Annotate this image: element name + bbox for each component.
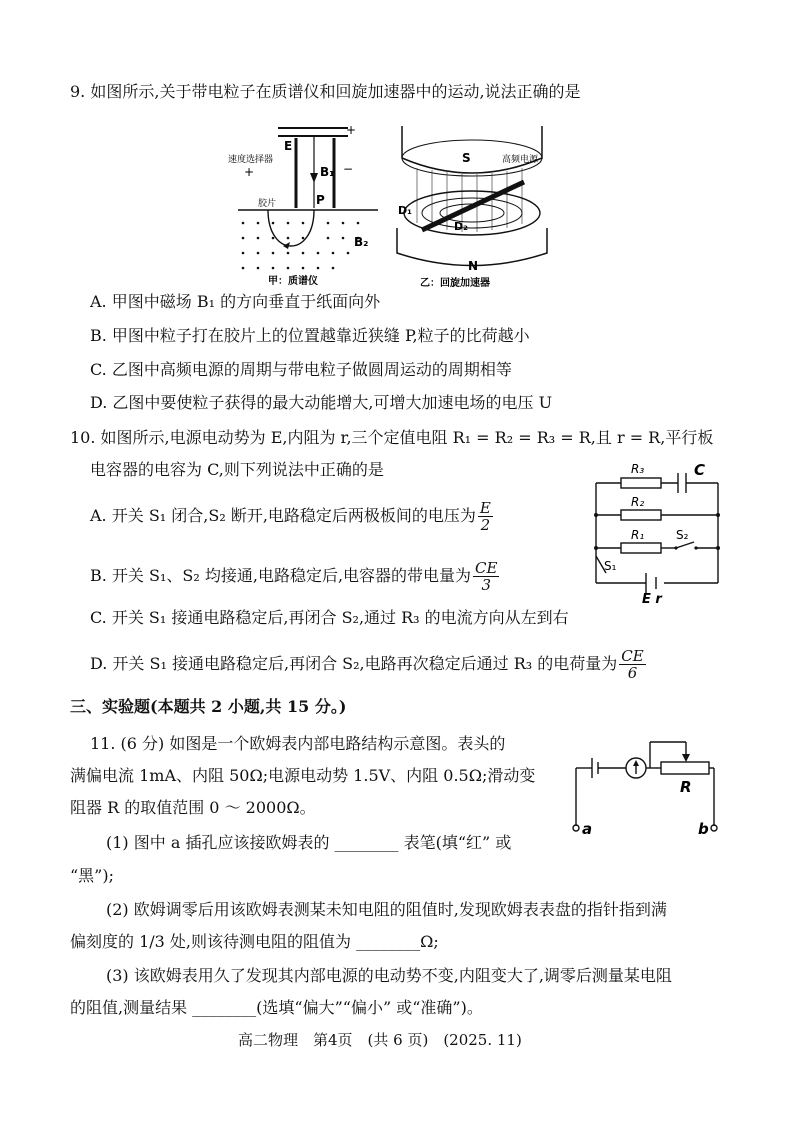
label-R2: R₂ xyxy=(631,495,645,509)
film-label: 胶片 xyxy=(258,199,277,209)
minus-right: − xyxy=(343,162,354,176)
label-E: E xyxy=(284,139,293,153)
cyclotron-figure xyxy=(392,118,552,290)
label-S2: S₂ xyxy=(676,528,689,542)
page-footer: 高二物理 第4页 (共 6 页) (2025. 11) xyxy=(238,1031,522,1049)
q11-line1: 11. (6 分) 如图是一个欧姆表内部电路结构示意图。表头的 xyxy=(90,734,506,753)
q11-line2: 满偏电流 1mA、内阻 50Ω;电源电动势 1.5V、内阻 0.5Ω;滑动变 xyxy=(70,766,536,785)
q11-part3-line2: 的阻值,测量结果 ________(选填“偏大”“偏小” 或“准确”)。 xyxy=(70,998,483,1017)
q10-option-c: C. 开关 S₁ 接通电路稳定后,再闭合 S₂,通过 R₃ 的电流方向从左到右 xyxy=(90,608,569,627)
fraction-denominator: 3 xyxy=(481,576,492,594)
fraction-ce-over-3 xyxy=(473,560,499,593)
q10-stem-line1: 10. 如图所示,电源电动势为 E,内阻为 r,三个定值电阻 R₁ = R₂ = R₃ = R,且 r = R,平行板 xyxy=(70,428,714,447)
fraction-numerator: CE xyxy=(621,647,644,665)
caption-jia: 甲：质谱仪 xyxy=(268,276,318,287)
plus-top: + xyxy=(346,123,357,137)
fraction-numerator: E xyxy=(479,499,491,517)
label-C: C xyxy=(694,461,706,479)
label-R1: R₁ xyxy=(631,528,645,542)
q9-option-d: D. 乙图中要使粒子获得的最大动能增大,可增大加速电场的电压 U xyxy=(90,393,553,412)
label-R3: R₃ xyxy=(631,462,645,476)
label-B1: B₁ xyxy=(320,165,335,179)
caption-yi: 乙：回旋加速器 xyxy=(420,278,490,289)
mass-spectrometer-figure xyxy=(228,118,378,288)
q10-option-b-text: B. 开关 S₁、S₂ 均接通,电路稳定后,电容器的带电量为 xyxy=(90,566,472,585)
label-b: b xyxy=(698,820,709,838)
q10-option-a xyxy=(90,500,495,533)
q11-part2-line1: (2) 欧姆调零后用该欧姆表测某未知电阻的阻值时,发现欧姆表表盘的指针指到满 xyxy=(106,900,667,919)
label-B2: B₂ xyxy=(354,235,369,249)
q10-option-d-text: D. 开关 S₁ 接通电路稳定后,再闭合 S₂,电路再次稳定后通过 R₃ 的电荷量为 xyxy=(90,654,618,673)
label-Er: E r xyxy=(642,592,662,604)
q9-option-a: A. 甲图中磁场 B₁ 的方向垂直于纸面向外 xyxy=(90,292,381,311)
plus-left: + xyxy=(244,165,255,179)
velocity-selector-label: 速度选择器 xyxy=(228,155,274,165)
label-S1: S₁ xyxy=(604,559,617,573)
q11-line3: 阻器 R 的取值范围 0 ～ 2000Ω。 xyxy=(70,798,316,817)
label-D1: D₁ xyxy=(398,204,412,217)
q9-stem: 9. 如图所示,关于带电粒子在质谱仪和回旋加速器中的运动,说法正确的是 xyxy=(70,82,581,101)
q10-circuit-figure xyxy=(586,458,726,604)
section-3-title: 三、实验题(本题共 2 小题,共 15 分。) xyxy=(70,697,347,716)
q11-part1-line1: (1) 图中 a 插孔应该接欧姆表的 ________ 表笔(填“红” 或 xyxy=(106,833,512,852)
q11-part3-line1: (3) 该欧姆表用久了发现其内部电源的电动势不变,内阻变大了,调零后测量某电阻 xyxy=(106,966,672,985)
label-D2: D₂ xyxy=(454,220,468,233)
label-S: S xyxy=(462,151,471,165)
fraction-e-over-2 xyxy=(478,500,493,533)
q11-part2-line2: 偏刻度的 1/3 处,则该待测电阻的阻值为 ________Ω; xyxy=(70,932,439,951)
q11-part1-line2: “黑”); xyxy=(70,866,114,885)
label-N: N xyxy=(468,259,479,273)
q10-option-a-text: A. 开关 S₁ 闭合,S₂ 断开,电路稳定后两极板间的电压为 xyxy=(90,506,476,525)
q10-option-d xyxy=(90,648,648,681)
fraction-ce-over-6 xyxy=(619,648,645,681)
label-P: P xyxy=(316,193,325,207)
ohmmeter-circuit-figure xyxy=(566,738,726,838)
q10-option-b xyxy=(90,560,501,593)
fraction-numerator: CE xyxy=(475,559,498,577)
label-a: a xyxy=(582,820,593,838)
rf-source-label: 高频电源 xyxy=(502,155,539,165)
q10-stem-line2: 电容器的电容为 C,则下列说法中正确的是 xyxy=(90,460,384,479)
fraction-denominator: 2 xyxy=(480,516,491,534)
q9-option-b: B. 甲图中粒子打在胶片上的位置越靠近狭缝 P,粒子的比荷越小 xyxy=(90,326,530,345)
label-R: R xyxy=(680,778,692,796)
fraction-denominator: 6 xyxy=(627,664,638,682)
q9-option-c: C. 乙图中高频电源的周期与带电粒子做圆周运动的周期相等 xyxy=(90,360,512,379)
